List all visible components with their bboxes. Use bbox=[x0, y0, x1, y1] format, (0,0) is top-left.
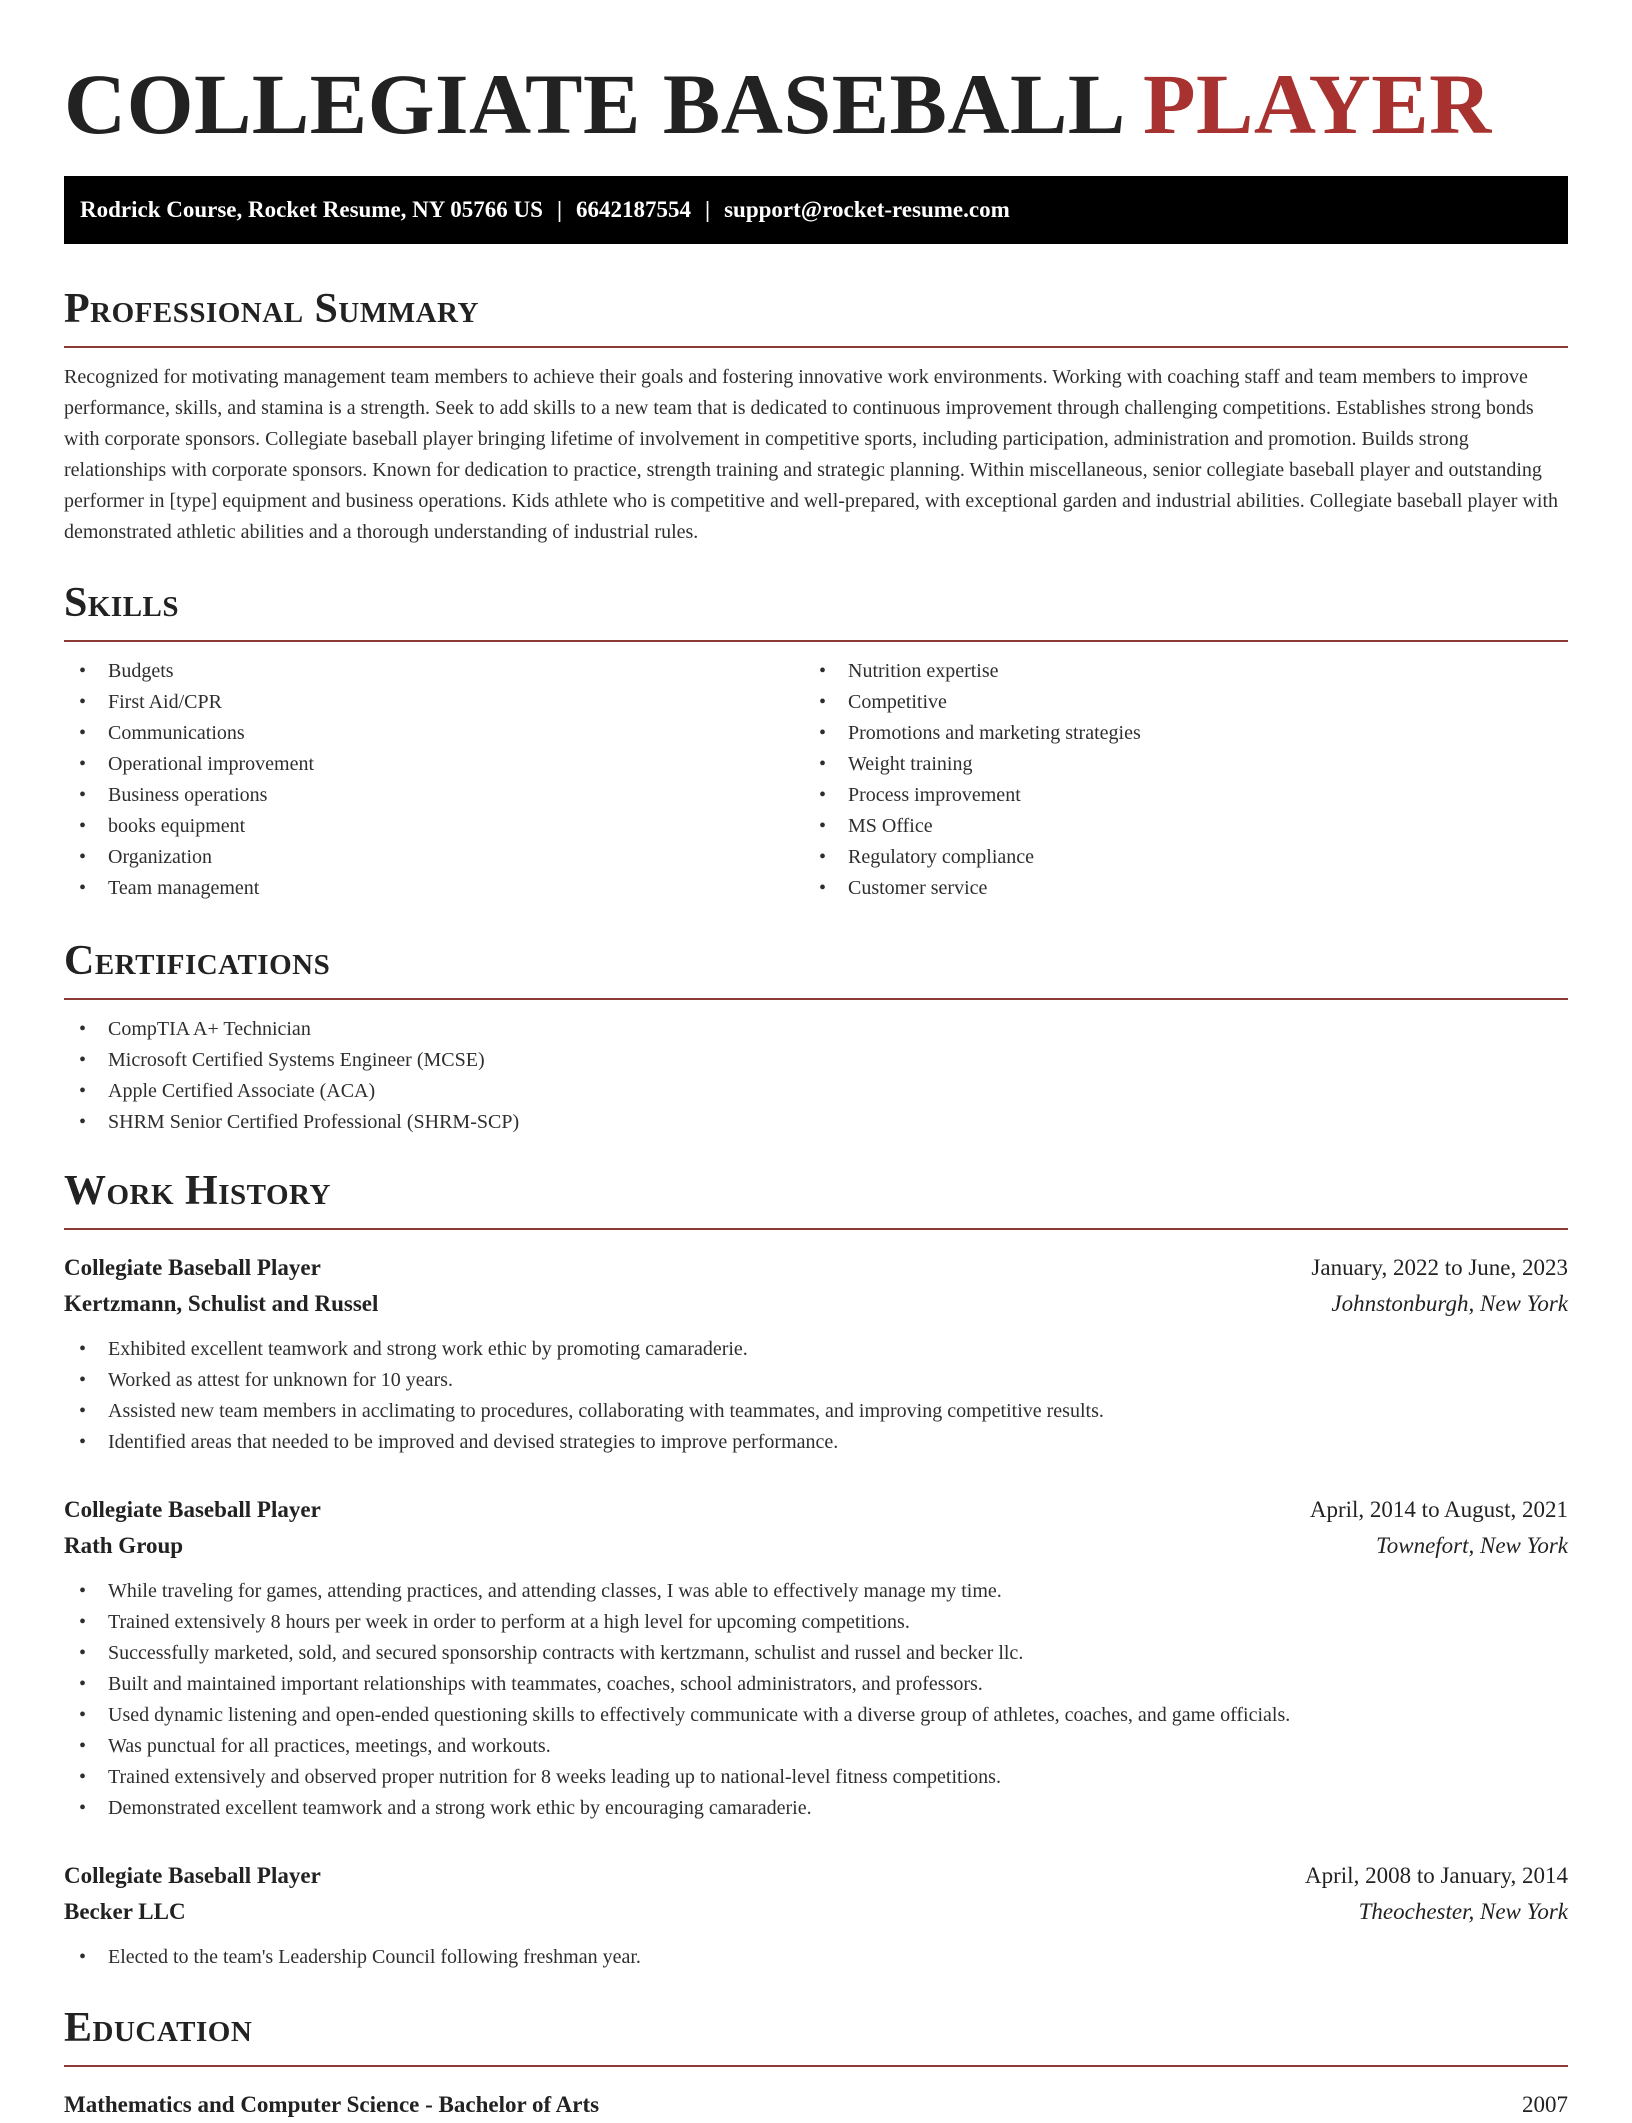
job-entry bbox=[64, 1250, 1568, 1458]
skills-heading: Skills bbox=[64, 578, 1568, 642]
job-company-row bbox=[64, 1894, 1568, 1930]
job-dates: April, 2014 to August, 2021 bbox=[1309, 1497, 1568, 1522]
skill-item: • Process improvement bbox=[804, 780, 1544, 811]
summary-section bbox=[64, 284, 1568, 548]
resume-page bbox=[64, 0, 1568, 2123]
skill-item: • MS Office bbox=[804, 811, 1544, 842]
job-header-row bbox=[64, 1858, 1568, 1894]
skill-item: • Team management bbox=[64, 873, 804, 904]
job-bullet: • Worked as attest for unknown for 10 years. bbox=[64, 1365, 1568, 1396]
job-bullet: • Successfully marketed, sold, and secured sponsorship contracts with kertzmann, schulist and russel and becker llc. bbox=[64, 1638, 1568, 1669]
job-title: Collegiate Baseball Player bbox=[64, 1863, 321, 1888]
job-bullet: • Used dynamic listening and open-ended questioning skills to effectively communicate with a diverse group of athletes, coaches, and game officials. bbox=[64, 1700, 1568, 1731]
certification-item: • SHRM Senior Certified Professional (SHRM-SCP) bbox=[64, 1107, 1568, 1138]
certifications-list bbox=[64, 1014, 1568, 1138]
skill-item: • Communications bbox=[64, 718, 804, 749]
education-section bbox=[64, 2003, 1568, 2123]
skill-item: • Nutrition expertise bbox=[804, 656, 1544, 687]
job-dates: April, 2008 to January, 2014 bbox=[1305, 1863, 1568, 1888]
skill-item: • Operational improvement bbox=[64, 749, 804, 780]
job-location: Theochester, New York bbox=[1358, 1899, 1568, 1924]
skill-item: • Organization bbox=[64, 842, 804, 873]
certification-item: • Microsoft Certified Systems Engineer (MCSE) bbox=[64, 1045, 1568, 1076]
skills-list-right bbox=[804, 656, 1544, 904]
job-location: Townefort, New York bbox=[1376, 1533, 1568, 1558]
job-bullet: • Trained extensively and observed proper nutrition for 8 weeks leading up to national-level fitness competitions. bbox=[64, 1762, 1568, 1793]
certifications-heading: Certifications bbox=[64, 936, 1568, 1000]
contact-address: Rodrick Course, Rocket Resume, NY 05766 US bbox=[80, 197, 543, 222]
name-last: PLAYER bbox=[1143, 56, 1492, 152]
contact-separator: | bbox=[705, 197, 711, 222]
job-header-row bbox=[64, 1492, 1568, 1528]
job-title: Collegiate Baseball Player bbox=[64, 1497, 321, 1522]
skill-item: • Regulatory compliance bbox=[804, 842, 1544, 873]
contact-separator: | bbox=[556, 197, 563, 222]
summary-text: Recognized for motivating management team members to achieve their goals and fostering innovative work environments. Working with coaching staff and team members to improve performance, skills, and stamina is a strength. Seek to add skills to a new team that is dedicated to continuous improvement through challenging competitions. Establishes strong bonds with corporate sponsors. Collegiate baseball player bringing lifetime of involvement in competitive sports, including participation, administration and promotion. Builds strong relationships with corporate sponsors. Known for dedication to practice, strength training and strategic planning. Within miscellaneous, senior collegiate baseball player and outstanding performer in [type] equipment and business operations. Kids athlete who is competitive and well-prepared, with exceptional garden and industrial abilities. Collegiate baseball player with demonstrated athletic abilities and a thorough understanding of industrial rules. bbox=[64, 366, 1559, 543]
certifications-section bbox=[64, 936, 1568, 1138]
job-bullets bbox=[64, 1334, 1568, 1458]
skills-list-left bbox=[64, 656, 804, 904]
name-first: COLLEGIATE BASEBALL bbox=[64, 56, 1121, 152]
work-history-section bbox=[64, 1166, 1568, 1973]
job-company-row bbox=[64, 1286, 1568, 1322]
job-bullets bbox=[64, 1576, 1568, 1824]
job-bullet: • Identified areas that needed to be improved and devised strategies to improve performance. bbox=[64, 1427, 1568, 1458]
job-dates: January, 2022 to June, 2023 bbox=[1311, 1255, 1568, 1280]
job-bullet: • Built and maintained important relationships with teammates, coaches, school administrators, and professors. bbox=[64, 1669, 1568, 1700]
education-heading: Education bbox=[64, 2003, 1568, 2067]
job-bullet: • Assisted new team members in acclimating to procedures, collaborating with teammates, and improving competitive results. bbox=[64, 1396, 1568, 1427]
education-year: 2007 bbox=[1522, 2092, 1568, 2117]
skill-item: • books equipment bbox=[64, 811, 804, 842]
skill-item: • Budgets bbox=[64, 656, 804, 687]
job-company: Rath Group bbox=[64, 1533, 184, 1558]
skill-item: • Customer service bbox=[804, 873, 1544, 904]
education-degree: Mathematics and Computer Science - Bachelor of Arts bbox=[64, 2092, 600, 2117]
job-header-row bbox=[64, 1250, 1568, 1286]
job-company: Becker LLC bbox=[64, 1899, 186, 1924]
skill-item: • First Aid/CPR bbox=[64, 687, 804, 718]
skill-item: • Weight training bbox=[804, 749, 1544, 780]
job-bullet: • Demonstrated excellent teamwork and a strong work ethic by encouraging camaraderie. bbox=[64, 1793, 1568, 1824]
resume-name bbox=[64, 0, 1568, 152]
contact-phone: 6642187554 bbox=[576, 197, 692, 222]
skill-item: • Promotions and marketing strategies bbox=[804, 718, 1544, 749]
job-bullet: • Was punctual for all practices, meetings, and workouts. bbox=[64, 1731, 1568, 1762]
job-location: Johnstonburgh, New York bbox=[1331, 1291, 1568, 1316]
job-entry bbox=[64, 1492, 1568, 1824]
job-entry bbox=[64, 1858, 1568, 1973]
skills-grid bbox=[64, 656, 1568, 904]
summary-heading: Professional Summary bbox=[64, 284, 1568, 348]
contact-email[interactable]: support@rocket-resume.com bbox=[724, 197, 1010, 222]
contact-bar bbox=[64, 176, 1568, 244]
job-bullet: • Elected to the team's Leadership Council following freshman year. bbox=[64, 1942, 1568, 1973]
job-company-row bbox=[64, 1528, 1568, 1564]
job-bullet: • Trained extensively 8 hours per week in order to perform at a high level for upcoming competitions. bbox=[64, 1607, 1568, 1638]
skill-item: • Business operations bbox=[64, 780, 804, 811]
education-entry bbox=[64, 2087, 1568, 2123]
certification-item: • Apple Certified Associate (ACA) bbox=[64, 1076, 1568, 1107]
job-bullet: • Exhibited excellent teamwork and strong work ethic by promoting camaraderie. bbox=[64, 1334, 1568, 1365]
certification-item: • CompTIA A+ Technician bbox=[64, 1014, 1568, 1045]
job-company: Kertzmann, Schulist and Russel bbox=[64, 1291, 379, 1316]
skills-section bbox=[64, 578, 1568, 904]
job-title: Collegiate Baseball Player bbox=[64, 1255, 321, 1280]
job-bullet: • While traveling for games, attending practices, and attending classes, I was able to effectively manage my time. bbox=[64, 1576, 1568, 1607]
job-bullets bbox=[64, 1942, 1568, 1973]
skill-item: • Competitive bbox=[804, 687, 1544, 718]
work-history-heading: Work History bbox=[64, 1166, 1568, 1230]
